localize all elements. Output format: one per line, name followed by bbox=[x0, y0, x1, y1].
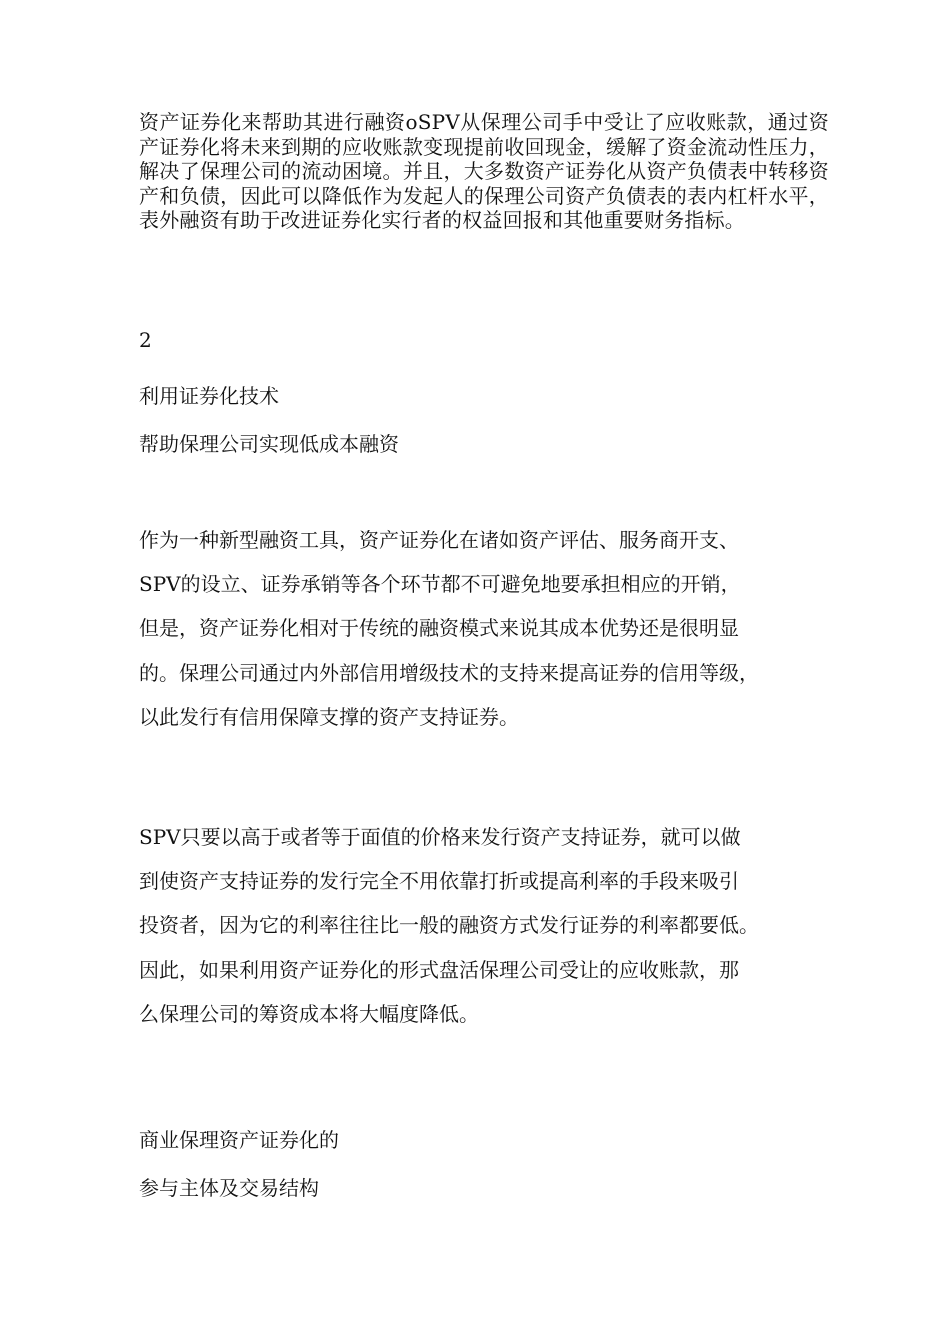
intro-paragraph: 资产证券化来帮助其进行融资oSPV从保理公司手中受让了应收账款，通过资产证券化将未来到期的应收账款变现提前收回现金，缓解了资金流动性压力，解决了保理公司的流动困境。并且，大多数资产证券化从资产负债表中转移资产和负债，因此可以降低作为发起人的保理公司资产负债表的表内杠杆水平，表外融资有助于改进证券化实行者的权益回报和其他重要财务指标。 bbox=[139, 110, 829, 232]
next-heading-line-1: 商业保理资产证券化的 bbox=[139, 1128, 339, 1152]
section-number: 2 bbox=[139, 328, 152, 352]
section-title-line-2: 帮助保理公司实现低成本融资 bbox=[139, 432, 399, 456]
section-title-line-1: 利用证券化技术 bbox=[139, 384, 279, 408]
paragraph-rates bbox=[139, 815, 839, 1036]
paragraph-line: 因此，如果利用资产证券化的形式盘活保理公司受让的应收账款，那 bbox=[139, 957, 739, 982]
paragraph-line: 以此发行有信用保障支撑的资产支持证券。 bbox=[139, 704, 519, 729]
paragraph-line: 作为一种新型融资工具，资产证券化在诸如资产评估、服务商开支、 bbox=[139, 528, 739, 552]
paragraph-line: SPV只要以高于或者等于面值的价格来发行资产支持证券，就可以做 bbox=[139, 825, 741, 849]
paragraph-costs bbox=[139, 518, 839, 739]
paragraph-line: 的。保理公司通过内外部信用增级技术的支持来提高证券的信用等级， bbox=[139, 660, 759, 685]
paragraph-line: SPV的设立、证券承销等各个环节都不可避免地要承担相应的开销， bbox=[139, 572, 741, 597]
paragraph-line: 么保理公司的筹资成本将大幅度降低。 bbox=[139, 1001, 479, 1026]
paragraph-line: 但是，资产证券化相对于传统的融资模式来说其成本优势还是很明显 bbox=[139, 616, 739, 641]
next-heading-line-2: 参与主体及交易结构 bbox=[139, 1176, 319, 1200]
paragraph-line: 到使资产支持证券的发行完全不用依靠打折或提高利率的手段来吸引 bbox=[139, 869, 739, 894]
paragraph-line: 投资者，因为它的利率往往比一般的融资方式发行证券的利率都要低。 bbox=[139, 913, 759, 938]
